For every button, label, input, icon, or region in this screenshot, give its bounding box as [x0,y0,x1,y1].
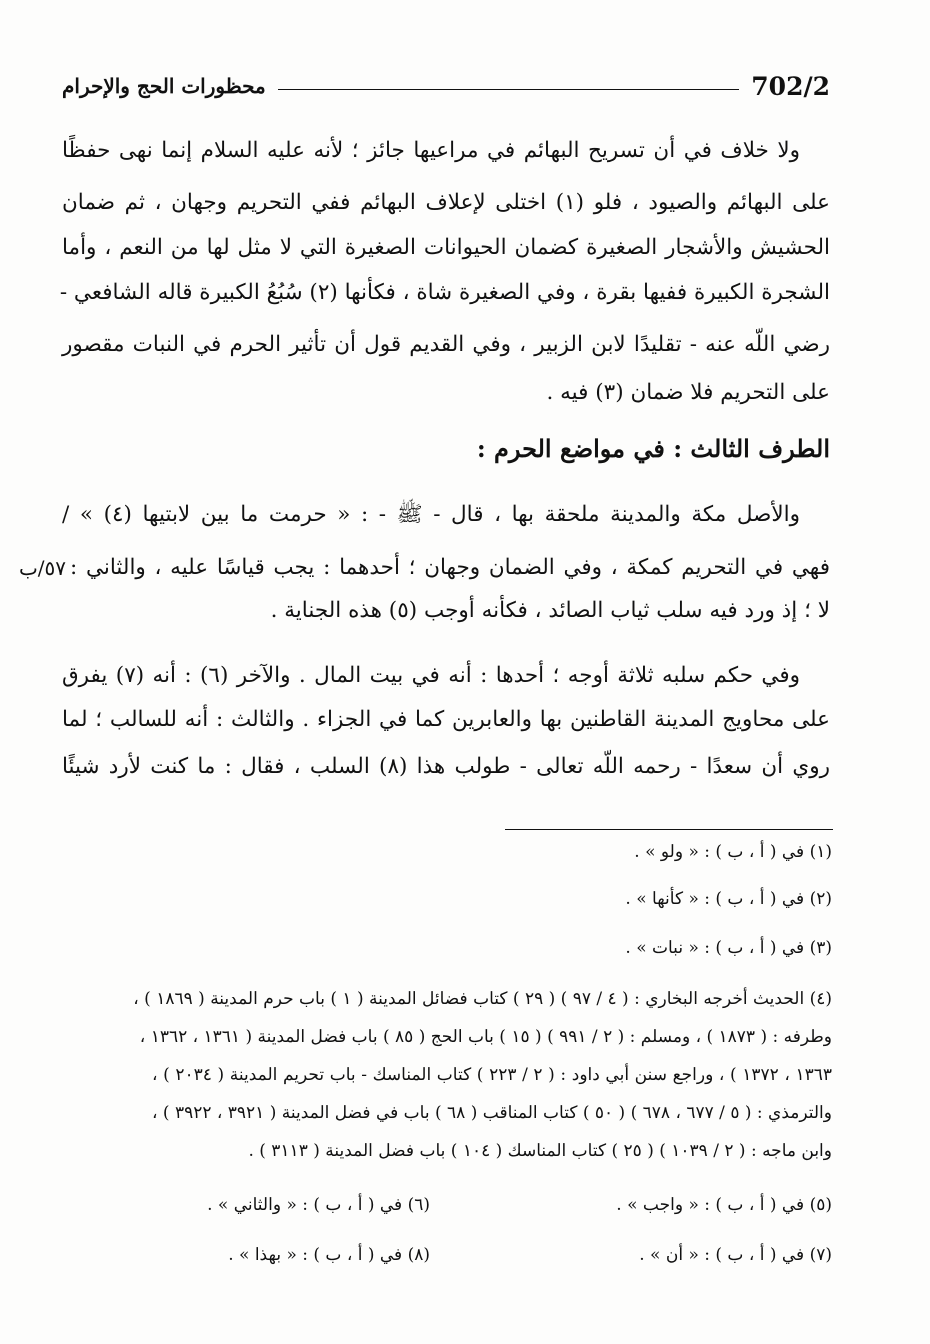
footnote-5: (٥) في ( أ ، ب ) : « واجب » . [616,1195,832,1215]
page-header [62,66,830,106]
footnote-3: (٣) في ( أ ، ب ) : « نبات » . [625,938,832,958]
footnote-4-line-1: (٤) الحديث أخرجه البخاري : ( ٤ / ٩٧ ) ( ٢٩ ) كتاب فضائل المدينة ( ١ ) باب حرم المدينة ( ١٨٦٩ ) ، [133,989,832,1009]
paragraph-2-line-3: لا ؛ إذ ورد فيه سلب ثياب الصائد ، فكأنه أوجب (٥) هذه الجناية . [270,598,830,623]
footnote-8: (٨) في ( أ ، ب ) : « بهذا » . [228,1245,430,1265]
paragraph-1-line-2: على البهائم والصيود ، فلو (١) اختلى لإعلاف البهائم ففي التحريم وجهان ، ثم ضمان [62,190,830,215]
section-heading: الطرف الثالث : في مواضع الحرم : [476,434,830,463]
paragraph-1-line-5: رضي اللّه عنه - تقليدًا لابن الزبير ، وفي القديم قول أن تأثير الحرم في النبات مقصور [62,332,830,357]
footnote-2: (٢) في ( أ ، ب ) : « كأنها » . [625,889,832,909]
manuscript-folio-note: ٥٧/ب [18,556,66,580]
paragraph-1-line-1: ولا خلاف في أن تسريح البهائم في مراعيها جائز ؛ لأنه عليه السلام إنما نهى حفظًا [62,138,800,163]
paragraph-2-line-2: فهي في التحريم كمكة ، وفي الضمان وجهان ؛ أحدهما : يجب قياسًا عليه ، والثاني : [70,555,830,580]
footnote-4-line-3: ١٣٦٣ ، ١٣٧٢ ) ، وراجع سنن أبي داود : ( ٢ / ٢٢٣ ) كتاب المناسك - باب تحريم المدينة ( ٢٠٣٤ ) ، [152,1065,833,1085]
footnote-separator [505,829,833,830]
footnote-6: (٦) في ( أ ، ب ) : « والثاني » . [207,1195,430,1215]
paragraph-3-line-3: روي أن سعدًا - رحمه اللّه تعالى - طولب هذا (٨) السلب ، فقال : ما كنت لأرد شيئًا [62,754,830,779]
footnote-4-line-4: والترمذي : ( ٥ / ٦٧٧ ، ٦٧٨ ) ( ٥٠ ) كتاب المناقب ( ٦٨ ) باب في فضل المدينة ( ٣٩٢١ ، ٣٩٢٢ ) ، [152,1103,832,1123]
footnote-1: (١) في ( أ ، ب ) : « ولو » . [634,842,832,862]
paragraph-1-line-4: الشجرة الكبيرة ففيها بقرة ، وفي الصغيرة شاة ، فكأنها (٢) سُبُعُ الكبيرة قاله الشافعي - [59,280,830,305]
paragraph-2-line-1: والأصل مكة والمدينة ملحقة بها ، قال - ﷺ - : « حرمت ما بين لابتيها (٤) » / [62,502,800,527]
page-number: 702/2 [751,71,830,101]
footnote-4-line-2: وطرفه : ( ١٨٧٣ ) ، ومسلم : ( ٢ / ٩٩١ ) ( ١٥ ) باب الحج ( ٨٥ ) باب فضل المدينة ( ١٣٦١ ، ١٣٦٢ ، [139,1027,832,1047]
footnote-7: (٧) في ( أ ، ب ) : « أن » . [639,1245,832,1265]
paragraph-3-line-2: على محاويج المدينة القاطنين بها والعابرين كما في الجزاء . والثالث : أنه للسالب ؛ لما [62,707,830,732]
paragraph-3-line-1: وفي حكم سلبه ثلاثة أوجه ؛ أحدها : أنه في بيت المال . والآخر (٦) : أنه (٧) يفرق [62,663,800,688]
running-title: محظورات الحج والإحرام [62,74,266,98]
header-rule [278,89,740,90]
footnote-4-line-5: وابن ماجه : ( ٢ / ١٠٣٩ ) ( ٢٥ ) كتاب المناسك ( ١٠٤ ) باب فضل المدينة ( ٣١١٣ ) . [248,1141,832,1161]
paragraph-1-line-3: الحشيش والأشجار الصغيرة كضمان الحيوانات الصغيرة التي لا مثل لها من النعم ، وأما [62,235,830,260]
paragraph-1-line-6: على التحريم فلا ضمان (٣) فيه . [546,380,830,405]
